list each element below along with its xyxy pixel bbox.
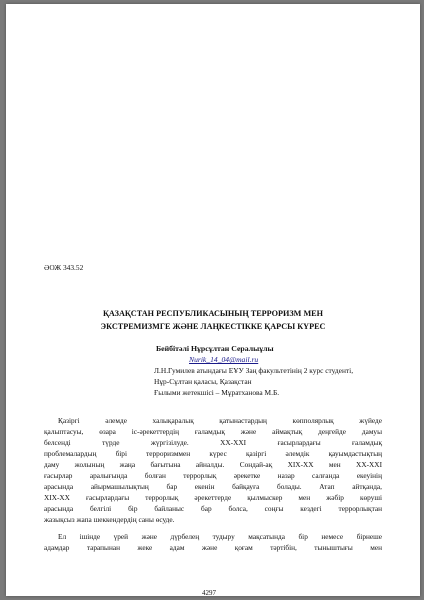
body-line: адамдар тарапынан жеке адам және қоғам тәртібін, тыныштығы мен (44, 543, 382, 552)
body-line: даму жолының жаңа бағытына айналды. Сондай-ақ XIX-XX мен XX-XXI (44, 460, 382, 469)
body-line: проблемалардың бірі терроризммен күрес қазіргі әлемдік қауымдастықтың (44, 449, 382, 458)
body-line: Қазіргі әлемде халықаралық қатынастардың көпполярлық жүйеде (58, 416, 382, 425)
title-line-1: ҚАЗАҚСТАН РЕСПУБЛИКАСЫНЫҢ ТЕРРОРИЗМ МЕН (102, 309, 324, 318)
body-line: жазықсыз жапа шеккендердің саны өсуде. (44, 515, 175, 524)
document-page (6, 4, 420, 596)
affiliation-line-1: Л.Н.Гумилев атындағы ЕҰУ Заң факультетінің 2 курс студенті, (154, 366, 354, 375)
body-line: ғасырлар аралығында болған террорлық әрекетке назар салғанда екеуінің (44, 471, 382, 480)
title-line-2: ЭКСТРЕМИЗМГЕ ЖӘНЕ ЛАҢКЕСТІККЕ ҚАРСЫ КҮРЕС (100, 322, 326, 331)
page-number: 4297 (202, 589, 216, 597)
body-line: XIX-XX ғасырлардағы террорлық әрекеттерде қылмыскер мен жәбір көруші (44, 493, 382, 502)
udc-code: ӘОЖ 343.52 (44, 263, 84, 272)
affiliation-line-2: Нұр-Сұлтан қаласы, Қазақстан (154, 377, 252, 386)
affiliation-line-3: Ғылыми жетекшісі – Мұратханова М.Б. (154, 388, 280, 397)
body-line: Ел ішінде үрей және дүрбелең тудыру мақсатында бір немесе бірнеше (58, 532, 382, 541)
body-line: белсенді түрде жүргізілуде. XX-XXI ғасырлардағы ғаламдық (44, 438, 382, 447)
author-email-link[interactable]: Nurik_14_04@mail.ru (189, 355, 259, 364)
body-line: қалыптасуы, өзара іс-әрекеттердің ғаламдық және аймақтық деңгейде дамуы (44, 427, 382, 436)
body-line: арасында айырмашылықтың бар екенін байқауға болады. Атап айтқанда, (44, 482, 382, 491)
author-name: Бейбітәлі Нұрсұлтан Сералыұлы (156, 344, 274, 353)
body-line: арасында белгілі бір байланыс бар болса, соңғы кездегі террорлықтан (44, 504, 382, 513)
